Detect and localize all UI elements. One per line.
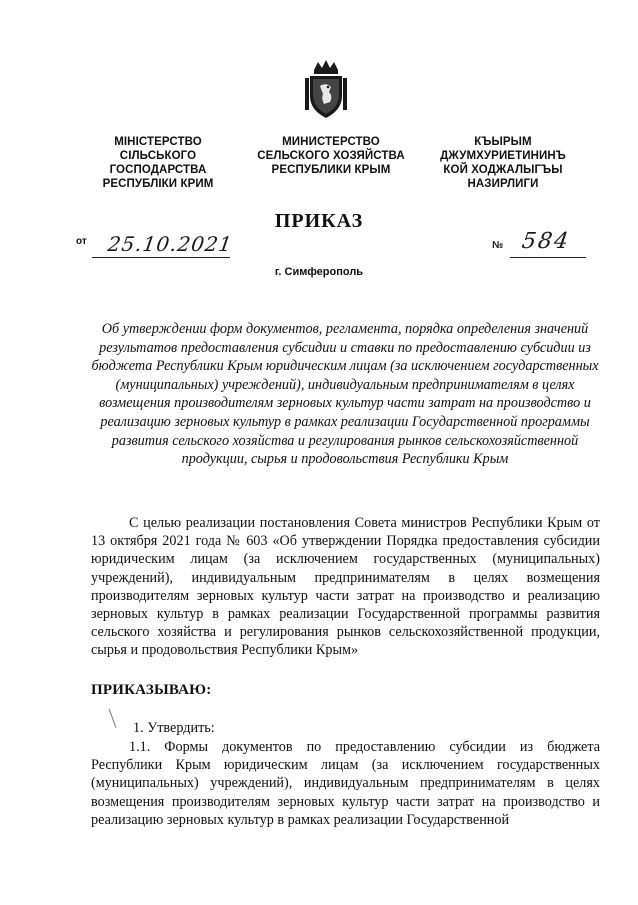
number-underline bbox=[510, 257, 586, 258]
item-1-1-paragraph: 1.1. Формы документов по предоставлению субсидии из бюджета Республики Крым юридическим лицам (за исключением государственных (муниципальных) учреждений), индивидуальным предпринимателям в целях возмещения производителям зерновых культур части затрат на производство и реализацию зерновых культур в рамках реализации Государственной bbox=[91, 739, 600, 828]
order-title: ПРИКАЗ bbox=[274, 210, 364, 232]
ministry-name-crimean-tatar: КЪЫРЫМ ДЖУМХУРИЕТИНИНЪ КОЙ ХОДЖАЛЫГЪЫ НАЗИРЛИГИ bbox=[440, 136, 566, 190]
orders-heading: ПРИКАЗЫВАЮ: bbox=[91, 682, 212, 698]
order-date: 25.10.2021 bbox=[106, 232, 235, 256]
date-underline bbox=[92, 257, 230, 258]
ministry-name-russian: МИНИСТЕРСТВО СЕЛЬСКОГО ХОЗЯЙСТВА РЕСПУБЛИКИ КРЫМ bbox=[257, 136, 405, 176]
order-subject: Об утверждении форм документов, регламента, порядка определения значений результатов предоставления субсидии и ставки по предоставлению субсидии из бюджета Республики Крым юридическим лицам (за исключением государственных (муниципальных) учреждений), индивидуальным предпринимателям в целях возмещения производителям зерновых культур части затрат на производство и реализацию зерновых культур в рамках реализации Государственной программы развития сельского хозяйства и регулирования рынков сельскохозяйственной продукции, сырья и продовольствия Республики Крым bbox=[91, 321, 599, 468]
order-city: г. Симферополь bbox=[274, 266, 364, 278]
number-prefix: № bbox=[492, 240, 504, 251]
margin-mark bbox=[109, 708, 119, 728]
preamble-paragraph: С целью реализации постановления Совета министров Республики Крым от 13 октября 2021 года № 603 «Об утверждении Порядка предоставления субсидии юридическим лицам (за исключением государственных (муниципальных) учреждений), индивидуальным предпринимателям в целях возмещения производителям зерновых культур части затрат на производство и реализацию зерновых культур в рамках реализации Государственной программы развития сельского хозяйства и регулирования рынков сельскохозяйственной продукции, сырья и продовольствия Республики Крым» bbox=[91, 515, 600, 659]
order-number: 584 bbox=[520, 229, 572, 254]
item-1: 1. Утвердить: bbox=[133, 720, 215, 736]
ministry-name-ukrainian: МІНІСТЕРСТВО СІЛЬСЬКОГО ГОСПОДАРСТВА РЕСПУБЛІКИ КРИМ bbox=[102, 136, 214, 190]
coat-of-arms-emblem bbox=[304, 60, 348, 120]
date-prefix: от bbox=[76, 236, 87, 247]
